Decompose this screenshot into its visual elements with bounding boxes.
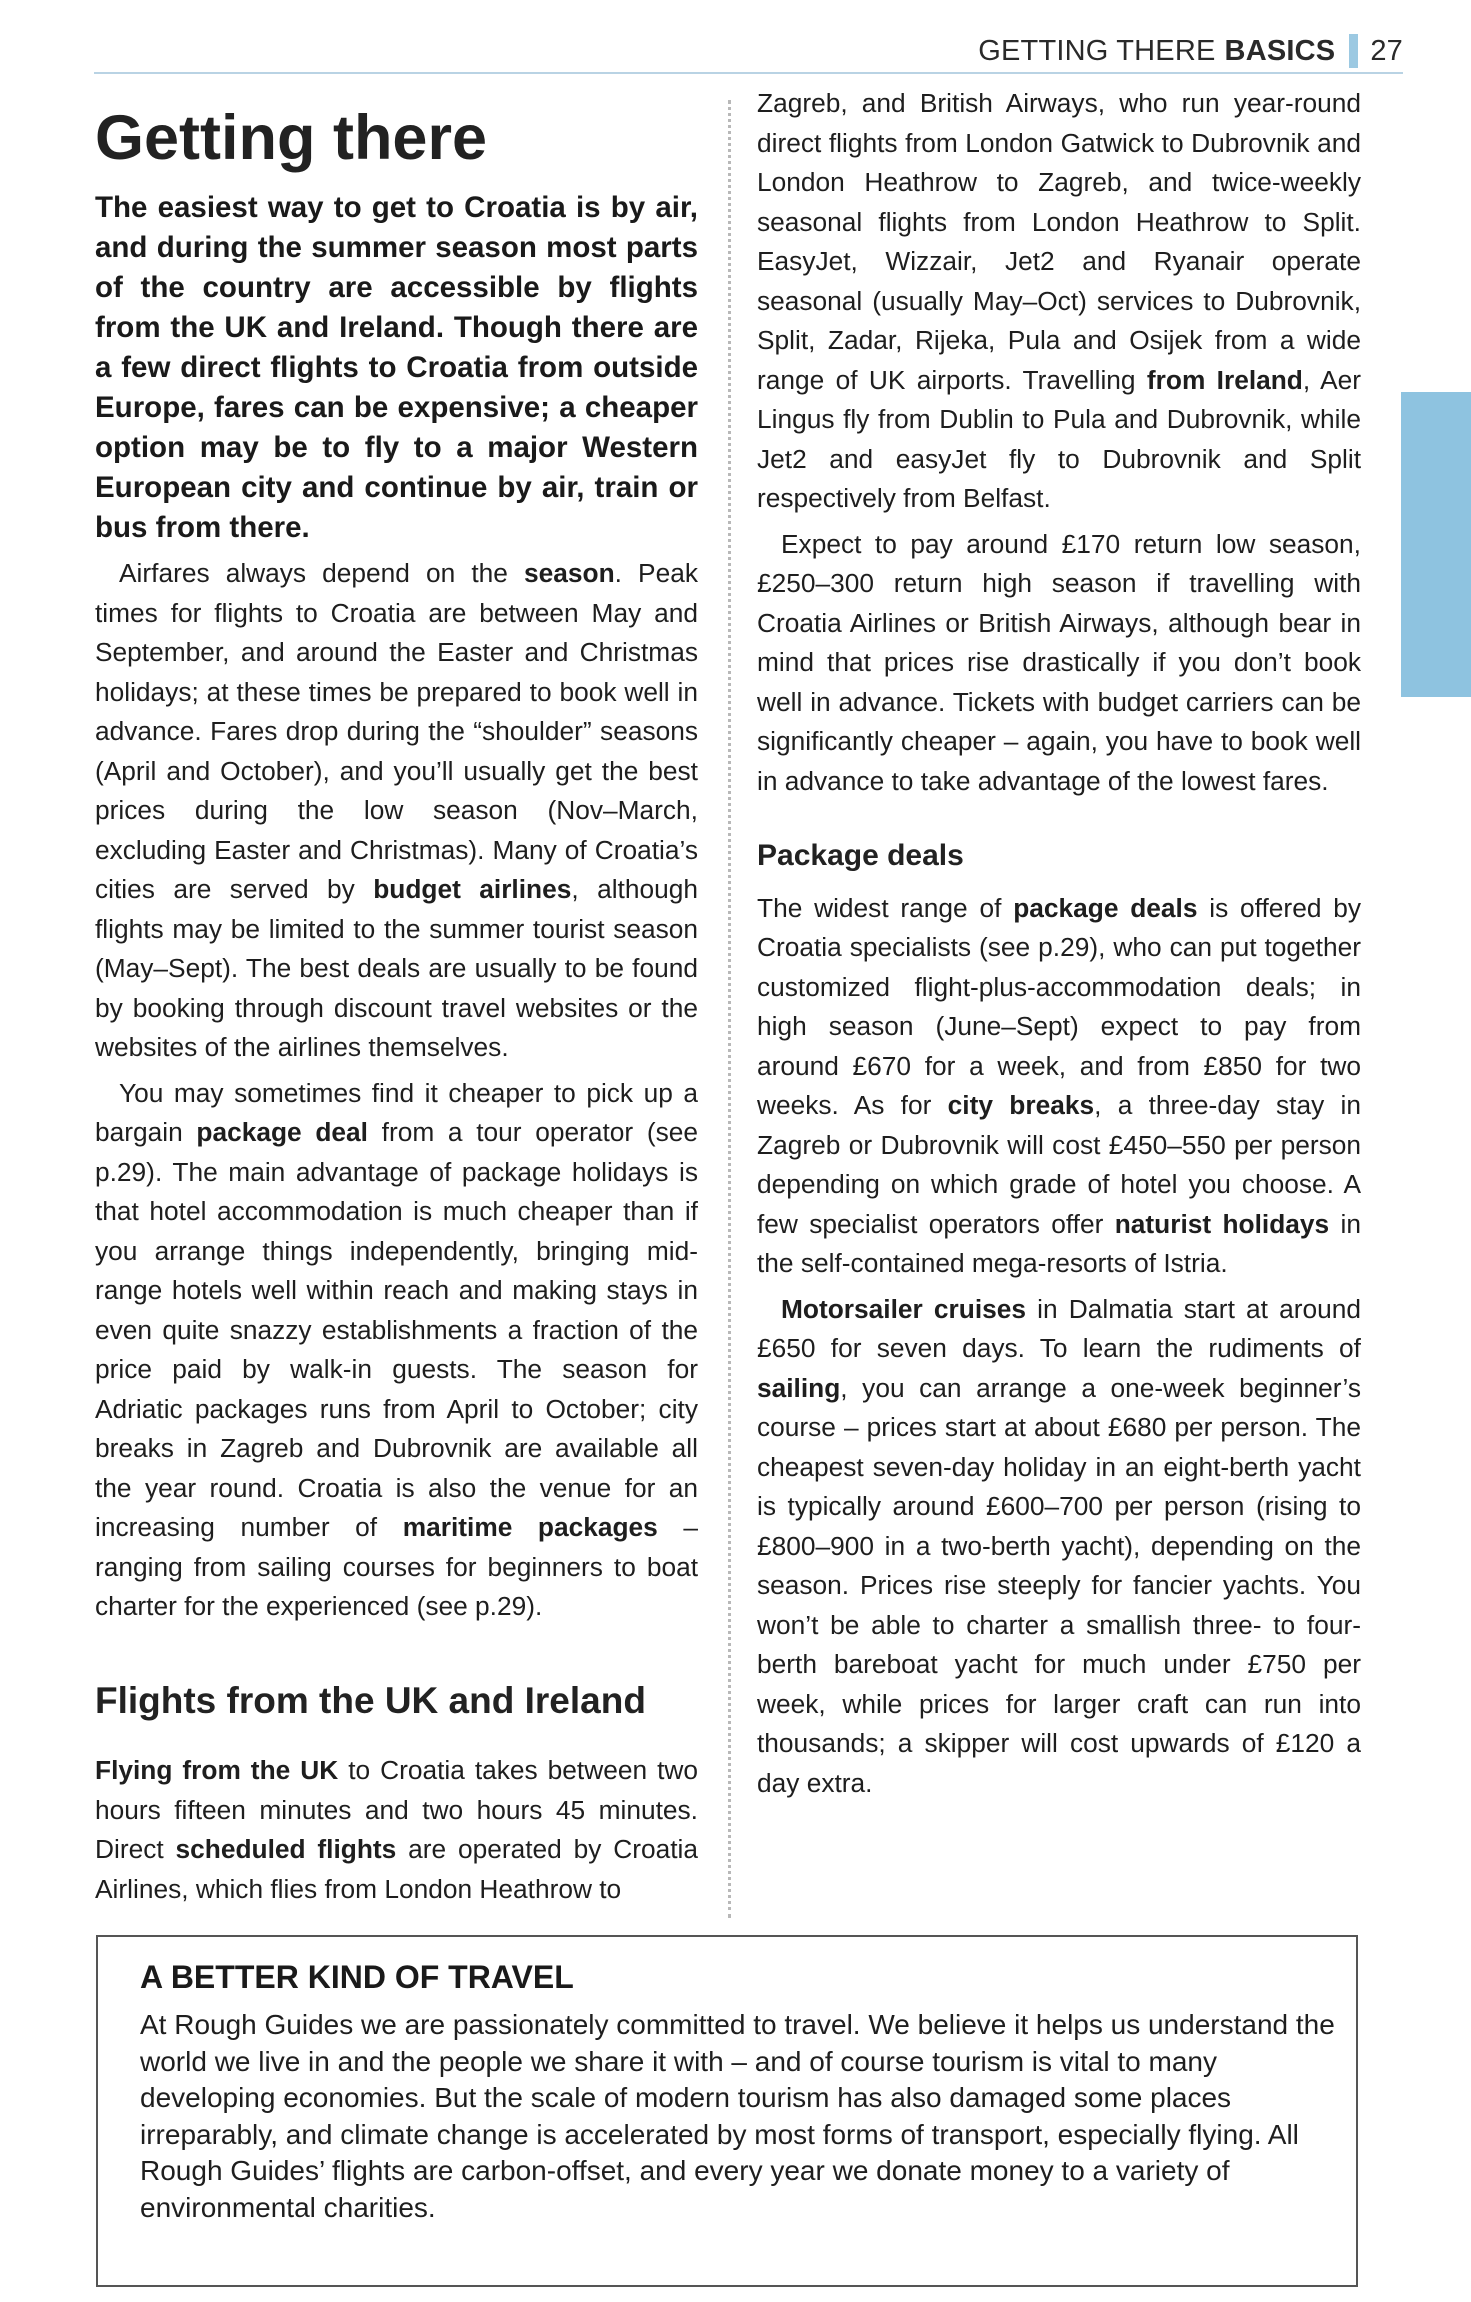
header-accent-bar — [1349, 34, 1358, 68]
header-section: GETTING THERE — [978, 34, 1216, 67]
page-number: 27 — [1370, 34, 1403, 67]
column-divider — [728, 100, 731, 1918]
heading-package-deals: Package deals — [757, 839, 964, 872]
box-title: A BETTER KIND OF TRAVEL — [140, 1959, 574, 1995]
paragraph-flying-from-uk: Flying from the UK to Croatia takes between two hours fifteen minutes and two hours 45 minutes. Direct scheduled flights are operated by Croatia Airlines, which flies from London Heathrow to — [95, 1755, 699, 1904]
paragraph-package-deal: You may sometimes find it cheaper to pick up a bargain package deal from a tour operator (see p.29). The main advantage of package holidays is that hotel accommodation is much cheaper than if you arrange things independently, bringing mid-range hotels well within reach and making stays in even quite snazzy establishments a fraction of the price paid by walk-in guests. The season for Adriatic packages runs from April to October; city breaks in Zagreb and Dubrovnik are available all the year round. Croatia is also the venue for an increasing number of maritime packages – ranging from sailing courses for beginners to boat charter for the experienced (see p.29). — [95, 1077, 698, 1622]
paragraph-airlines: Zagreb, and British Airways, who run year-round direct flights from London Gatwick to Dubrovnik and London Heathrow to Zagreb, and twice-weekly seasonal flights from London Heathrow to Split. EasyJet, Wizzair, Jet2 and Ryanair operate seasonal (usually May–Oct) services to Dubrovnik, Split, Zadar, Rijeka, Pula and Osijek from a wide range of UK airports. Travelling from Ireland, Aer Lingus fly from Dublin to Pula and Dubrovnik, while Jet2 and easyJet fly to Dubrovnik and Split respectively from Belfast. — [757, 88, 1361, 513]
section-thumb-tab — [1401, 392, 1471, 697]
better-travel-box — [96, 1935, 1358, 2287]
paragraph-airfares: Airfares always depend on the season. Peak times for flights to Croatia are between May and September, and around the Easter and Christmas holidays; at these times be prepared to book well in advance. Fares drop during the “shoulder” seasons (April and October), and you’ll usually get the best prices during the low season (Nov–March, excluding Easter and Christmas). Many of Croatia’s cities are served by budget airlines, although flights may be limited to the summer tourist season (May–Sept). The best deals are usually to be found by booking through discount travel websites or the websites of the airlines themselves. — [95, 558, 698, 1063]
paragraph-prices: Expect to pay around £170 return low season, £250–300 return high season if travelling with Croatia Airlines or British Airways, although bear in mind that prices rise drastically if you don’t book well in advance. Tickets with budget carriers can be significantly cheaper – again, you have to book well in advance to take advantage of the lowest fares. — [757, 528, 1361, 796]
header-section-bold: BASICS — [1224, 34, 1336, 67]
page-title: Getting there — [95, 103, 488, 173]
paragraph-motorsailer: Motorsailer cruises in Dalmatia start at around £650 for seven days. To learn the rudiments of sailing, you can arrange a one-week beginner’s course – prices start at about £680 per person. The cheapest seven-day holiday in an eight-berth yacht is typically around £600–700 per person (rising to £800–900 in a two-berth yacht), depending on the season. Prices rise steeply for fancier yachts. You won’t be able to charter a smallish three- to four-berth bareboat yacht for much under £750 per week, while prices for larger craft can run into thousands; a skipper will cost upwards of £120 a day extra. — [757, 1293, 1362, 1798]
box-text: At Rough Guides we are passionately committed to travel. We believe it helps us understand the world we live in and the people we share it with – and of course tourism is vital to many developing economies. But the scale of modern tourism has also damaged some places irreparably, and climate change is accelerated by most forms of transport, especially flying. All Rough Guides’ flights are carbon-offset, and every year we donate money to a variety of environmental charities. — [140, 2009, 1335, 2223]
lead-paragraph: The easiest way to get to Croatia is by air, and during the summer season most parts of the country are accessible by flights from the UK and Ireland. Though there are a few direct flights to Croatia from outside Europe, fares can be expensive; a cheaper option may be to fly to a major Western European city and continue by air, train or bus from there. — [95, 191, 698, 545]
heading-flights-uk-ireland: Flights from the UK and Ireland — [95, 1679, 646, 1721]
left-column — [95, 84, 698, 1909]
running-header — [978, 34, 1403, 68]
paragraph-package-deals: The widest range of package deals is offered by Croatia specialists (see p.29), who can put together customized flight-plus-accommodation deals; in high season (June–Sept) expect to pay from around £670 for a week, and from £850 for two weeks. As for city breaks, a three-day stay in Zagreb or Dubrovnik will cost £450–550 per person depending on which grade of hotel you choose. A few specialist operators offer naturist holidays in the self-contained mega-resorts of Istria. — [757, 892, 1362, 1278]
right-column — [757, 84, 1361, 1803]
header-rule — [94, 72, 1403, 74]
